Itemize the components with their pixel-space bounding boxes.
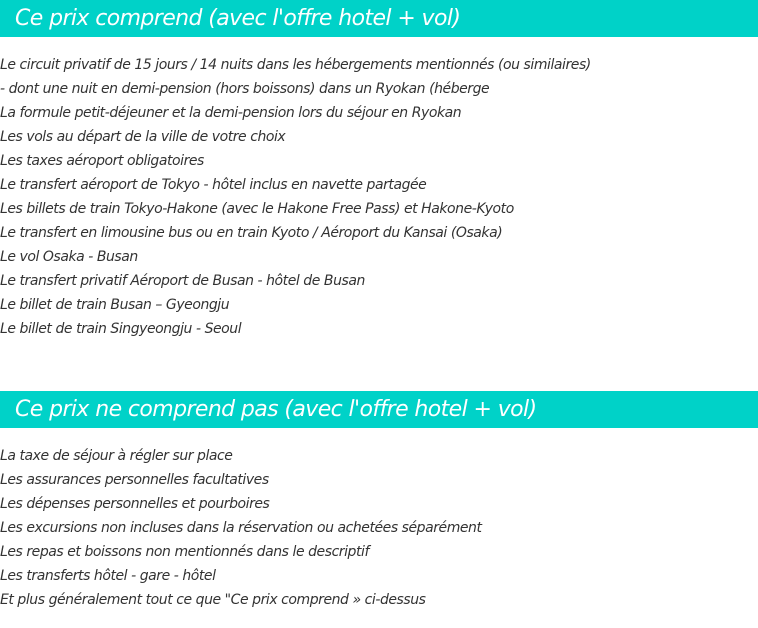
list-item: Les vols au départ de la ville de votre choix [0, 129, 286, 145]
list-item: Le billet de train Busan – Gyeongju [0, 297, 230, 313]
included-list [0, 53, 591, 341]
list-item: Et plus généralement tout ce que "Ce prix comprend » ci-dessus [0, 592, 426, 608]
list-item: Le transfert en limousine bus ou en train Kyoto / Aéroport du Kansai (Osaka) [0, 225, 503, 241]
list-item: Les transferts hôtel - gare - hôtel [0, 568, 216, 584]
list-item: Les taxes aéroport obligatoires [0, 153, 204, 169]
list-item: Les dépenses personnelles et pourboires [0, 496, 270, 512]
excluded-list [0, 444, 482, 612]
list-item: Le transfert privatif Aéroport de Busan - hôtel de Busan [0, 273, 365, 289]
list-item: Les excursions non incluses dans la réservation ou achetées séparément [0, 520, 482, 536]
list-item: Les repas et boissons non mentionnés dans le descriptif [0, 544, 369, 560]
list-item: Le transfert aéroport de Tokyo - hôtel inclus en navette partagée [0, 177, 427, 193]
list-item: - dont une nuit en demi-pension (hors boissons) dans un Ryokan (héberge [0, 81, 490, 97]
list-item: Le billet de train Singyeongju - Seoul [0, 321, 242, 337]
list-item: Les assurances personnelles facultatives [0, 472, 269, 488]
excluded-section-title: Ce prix ne comprend pas (avec l'offre hotel + vol) [0, 391, 758, 428]
list-item: Le vol Osaka - Busan [0, 249, 138, 265]
list-item: La taxe de séjour à régler sur place [0, 448, 233, 464]
included-section-title: Ce prix comprend (avec l'offre hotel + vol) [0, 0, 758, 37]
list-item: La formule petit-déjeuner et la demi-pension lors du séjour en Ryokan [0, 105, 462, 121]
list-item: Les billets de train Tokyo-Hakone (avec le Hakone Free Pass) et Hakone-Kyoto [0, 201, 514, 217]
list-item: Le circuit privatif de 15 jours / 14 nuits dans les hébergements mentionnés (ou similaires) [0, 57, 591, 73]
